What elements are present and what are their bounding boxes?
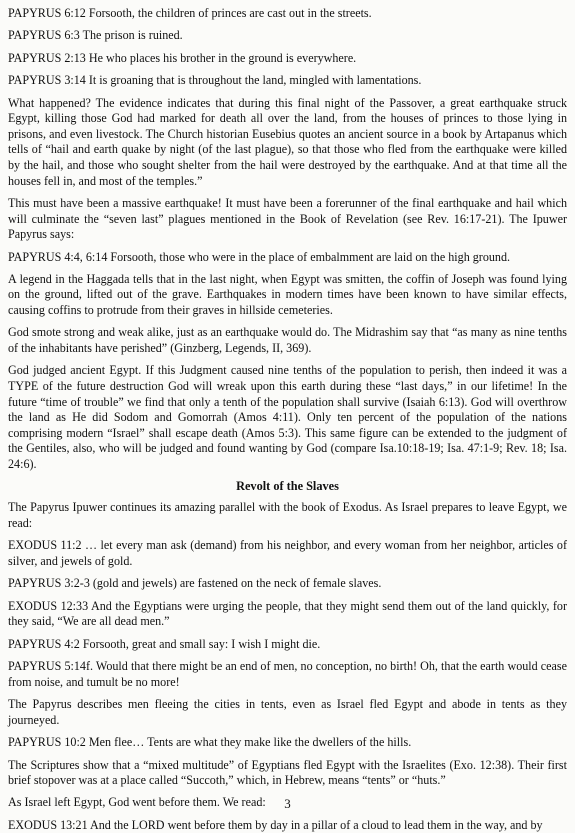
exodus-quote: EXODUS 11:2 … let every man ask (demand) from his neighbor, and every woman from her neighbor, articles of silver, and jewels of gold. bbox=[8, 538, 567, 568]
papyrus-quote: PAPYRUS 3:2-3 (gold and jewels) are fastened on the neck of female slaves. bbox=[8, 576, 382, 591]
body-paragraph: God smote strong and weak alike, just as an earthquake would do. The Midrashim say that “as many as nine tenths of the inhabitants have perished” (Ginzberg, Legends, II, 369). bbox=[8, 325, 567, 356]
body-paragraph: A legend in the Haggada tells that in the last night, when Egypt was smitten, the coffin of Joseph was found lying on the ground, lifted out of the grave. Earthquakes in modern times have been known to have similar effects, causing coffins to protrude from their graves in hillside cemeteries. bbox=[8, 271, 567, 318]
body-paragraph: The Papyrus describes men fleeing the cities in tents, even as Israel fled Egypt and abode in tents as they journeyed. bbox=[8, 697, 567, 727]
exodus-quote: EXODUS 12:33 And the Egyptians were urging the people, that they might send them out of the land quickly, for they said, “We are all dead men.” bbox=[8, 598, 567, 629]
page-number: 3 bbox=[284, 796, 291, 811]
papyrus-quote: PAPYRUS 10:2 Men flee… Tents are what they make like the dwellers of the hills. bbox=[8, 735, 412, 750]
section-heading: Revolt of the Slaves bbox=[236, 479, 339, 494]
body-paragraph: God judged ancient Egypt. If this Judgment caused nine tenths of the population to perish, then indeed it was a TYPE of the future destruction God will wreak upon this earth during these “last days,” in our lifetime! In the future “time of trouble” we find that only a tenth of the population shall survive (Isaiah 6:13). God will overthrow the land as He did Sodom and Gomorrah (Amos 4:11). Only ten percent of the population of the nations comprising modern “Israel” shall escape death (Amos 5:3). This same figure can be extended to the judgment of the Gentiles, also, who will be judged and found wanting by God (compare Isa.10:18-19; Isa. 47:1-9; Rev. 18; Isa. 24:6). bbox=[8, 363, 567, 472]
body-paragraph: As Israel left Egypt, God went before them. We read: bbox=[8, 795, 266, 810]
papyrus-quote: PAPYRUS 5:14f. Would that there might be an end of men, no conception, no birth! Oh, that the earth would cease from noise, and tumult be no more! bbox=[8, 659, 567, 689]
papyrus-quote: PAPYRUS 6:12 Forsooth, the children of princes are cast out in the streets. bbox=[8, 6, 372, 20]
body-paragraph: The Papyrus Ipuwer continues its amazing parallel with the book of Exodus. As Israel prepares to leave Egypt, we read: bbox=[8, 500, 567, 530]
papyrus-quote: PAPYRUS 4:4, 6:14 Forsooth, those who were in the place of embalmment are laid on the high ground. bbox=[8, 249, 511, 264]
papyrus-quote: PAPYRUS 4:2 Forsooth, great and small say: I wish I might die. bbox=[8, 636, 321, 651]
papyrus-quote: PAPYRUS 3:14 It is groaning that is throughout the land, mingled with lamentations. bbox=[8, 73, 422, 88]
papyrus-quote: PAPYRUS 6:3 The prison is ruined. bbox=[8, 28, 183, 43]
papyrus-quote: PAPYRUS 2:13 He who places his brother in the ground is everywhere. bbox=[8, 50, 357, 65]
body-paragraph: This must have been a massive earthquake! It must have been a forerunner of the final earthquake and hail which will culminate the “seven last” plagues mentioned in the Book of Revelation (see Rev. 16:17-21). The Ipuwer Papyrus says: bbox=[8, 195, 567, 242]
body-paragraph: What happened? The evidence indicates that during this final night of the Passover, a great earthquake struck Egypt, killing those God had marked for death all over the land, from the houses of princes to those lying in prisons, and even livestock. The Church historian Eusebius quotes an ancient source in a book by Artapanus which tells of “hail and earth quake by night (of the last plague), so that those who fled from the earthquake were killed by the hail, and those who sought shelter from the hail were destroyed by the earthquake. And at that time all the houses fell in, and most of the temples.” bbox=[8, 95, 567, 188]
body-paragraph: The Scriptures show that a “mixed multitude” of Egyptians fled Egypt with the Israelites (Exo. 12:38). Their first brief stopover was at a place called “Succoth,” which, in Hebrew, means “tents” or “huts.” bbox=[8, 757, 567, 788]
exodus-quote: EXODUS 13:21 And the LORD went before them by day in a pillar of a cloud to lead them in the way, and by bbox=[8, 817, 543, 832]
